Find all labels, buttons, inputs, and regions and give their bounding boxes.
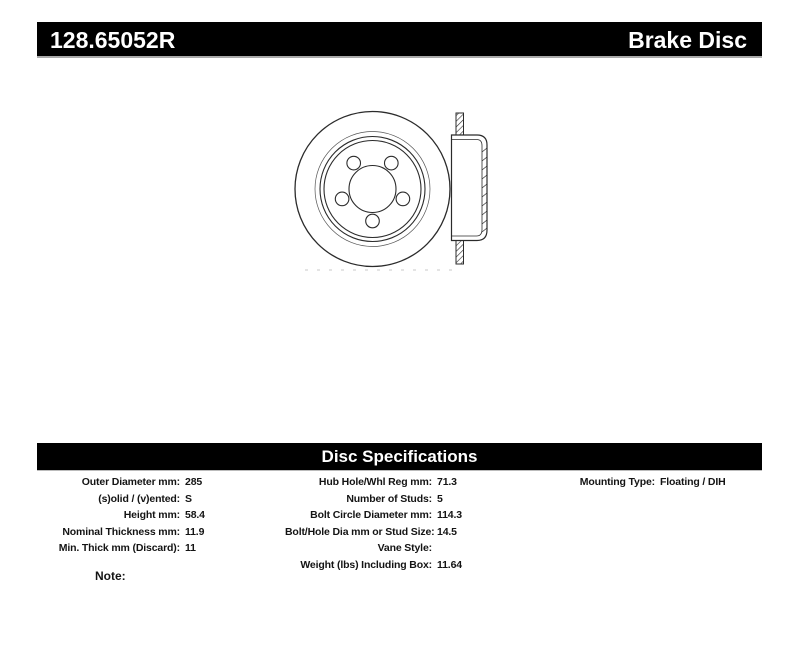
- spec-section-title: Disc Specifications: [321, 447, 478, 466]
- friction-band-circle: [315, 132, 430, 247]
- rotor-plate-bottom-hatch: [456, 240, 464, 264]
- spec-value: 285: [185, 476, 203, 488]
- brake-disc-technical-drawing: [270, 95, 510, 285]
- spec-value: 14.5: [437, 525, 457, 538]
- spec-row-bolt-hole-dia: [285, 524, 507, 541]
- spec-value: 11.9: [185, 525, 205, 538]
- spec-label: Vane Style:: [377, 542, 432, 554]
- spec-row-hub-hole: [285, 474, 507, 491]
- spec-label: Number of Studs:: [346, 492, 432, 505]
- part-number: 128.65052R: [50, 27, 176, 53]
- stud-holes: [335, 156, 409, 228]
- spec-label: Mounting Type:: [579, 476, 655, 488]
- spec-value: Floating / DIH: [660, 476, 726, 488]
- spec-row-min-thick: [37, 540, 255, 557]
- spec-section-header: [37, 443, 762, 471]
- spec-row-outer-diameter: [37, 474, 255, 491]
- hub-flange-inner-circle: [324, 141, 421, 238]
- center-bore-circle: [349, 166, 396, 213]
- spec-row-weight: [285, 557, 507, 574]
- spec-label: Min. Thick mm (Discard):: [58, 542, 180, 554]
- spec-value: 58.4: [185, 509, 205, 521]
- side-view-cross-section: [452, 113, 488, 264]
- spec-row-bolt-circle-diameter: [285, 507, 507, 524]
- spec-row-solid-vented: [37, 491, 255, 508]
- spec-value: 11: [185, 542, 196, 554]
- spec-label: Bolt/Hole Dia mm or Stud Size:: [285, 525, 435, 538]
- spec-label: Outer Diameter mm:: [81, 476, 180, 488]
- spec-value: S: [185, 492, 192, 505]
- front-view: [295, 112, 450, 267]
- spec-column-middle: [285, 474, 507, 573]
- spec-value: 114.3: [437, 509, 462, 521]
- spec-label: Bolt Circle Diameter mm:: [310, 509, 432, 521]
- rotor-plate-top-hatch: [456, 113, 464, 135]
- spec-row-number-of-studs: [285, 491, 507, 508]
- spec-label: (s)olid / (v)ented:: [98, 492, 180, 505]
- spec-label: Nominal Thickness mm:: [62, 525, 180, 538]
- spec-column-right: [560, 474, 735, 491]
- product-type-title: Brake Disc: [628, 27, 747, 53]
- header-bar: [37, 22, 762, 58]
- spec-row-mounting-type: [560, 474, 735, 491]
- spec-label: Height mm:: [123, 509, 180, 521]
- spec-label: Weight (lbs) Including Box:: [300, 558, 432, 571]
- spec-row-vane-style: [285, 540, 507, 557]
- outer-diameter-circle: [295, 112, 450, 267]
- note-label: Note:: [95, 569, 126, 583]
- spec-column-left: [37, 474, 255, 557]
- spec-row-nominal-thickness: [37, 524, 255, 541]
- spec-row-height: [37, 507, 255, 524]
- spec-label: Hub Hole/Whl Reg mm:: [318, 476, 432, 488]
- spec-value: 5: [437, 492, 443, 505]
- spec-value: [437, 540, 507, 557]
- spec-value: 71.3: [437, 476, 457, 488]
- spec-value: 11.64: [437, 558, 462, 571]
- hub-flange-outer-circle: [320, 137, 425, 242]
